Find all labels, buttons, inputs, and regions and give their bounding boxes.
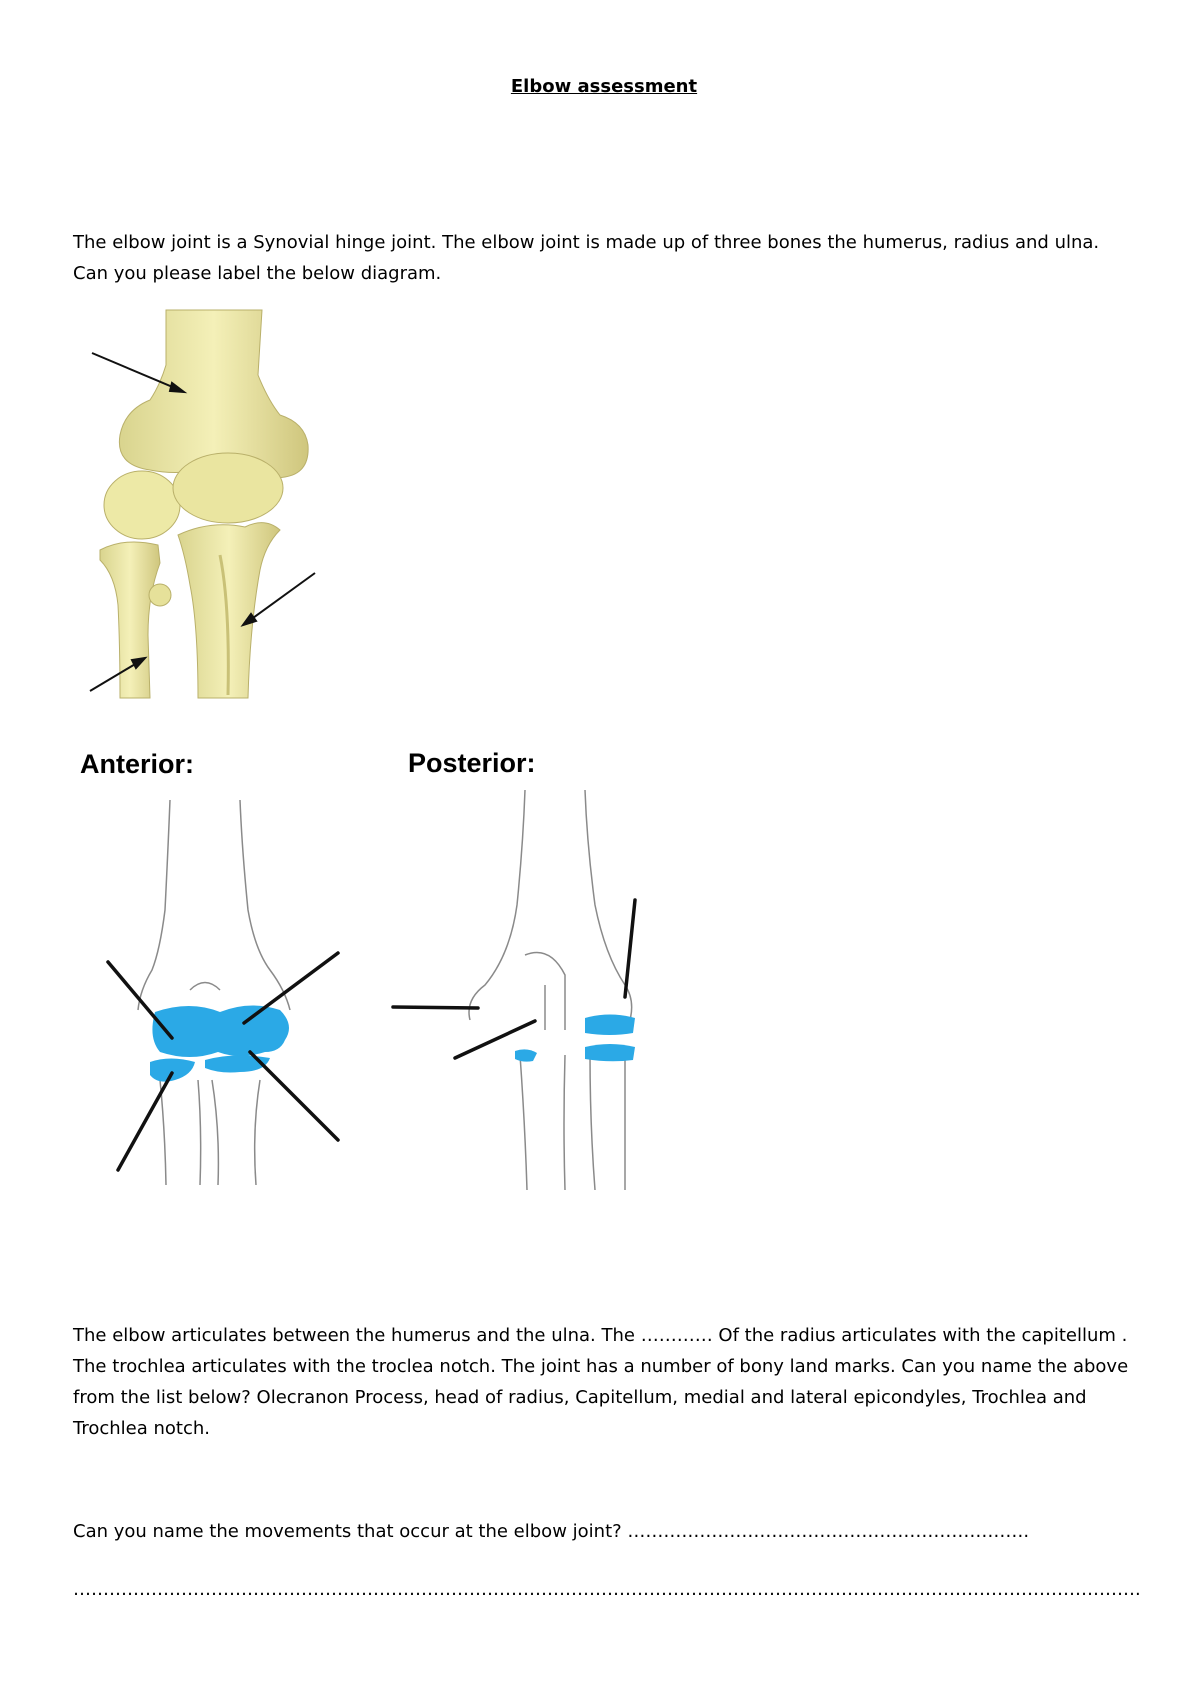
page-title: Elbow assessment [510,76,698,97]
anterior-label: Anterior: [80,749,194,779]
radial-tuberosity [149,584,171,606]
articulation-paragraph: The elbow articulates between the humerus and the ulna. The ………… Of the radius articulates with the capitellum . The trochlea articulates with the troclea notch. The joint has a number of bony land marks. Can you name the above from the list below? Olecranon Process, head of radius, Capitellum, medial and lateral epicondyles, Trochlea and Trochlea notch. [73,1325,1129,1439]
capitellum [104,471,180,539]
anterior-elbow-diagram [80,790,360,1190]
radius-bone [100,542,160,698]
elbow-bones-illustration [80,305,350,700]
posterior-elbow-diagram [385,785,685,1205]
intro-paragraph [73,227,1143,289]
posterior-label: Posterior: [408,748,536,778]
intro-line-1: The elbow joint is a Synovial hinge joint. The elbow joint is made up of three bones the humerus, radius and ulna. [73,232,1100,253]
trochlea [173,453,283,523]
intro-line-2: Can you please label the below diagram. [73,263,442,284]
humerus-shaft [119,310,308,478]
movements-question: Can you name the movements that occur at the elbow joint? …………………………………………………………. [73,1521,1030,1542]
answer-line[interactable]: ……………………………………………………………………………………………………………………………………………………………. [73,1579,1141,1600]
